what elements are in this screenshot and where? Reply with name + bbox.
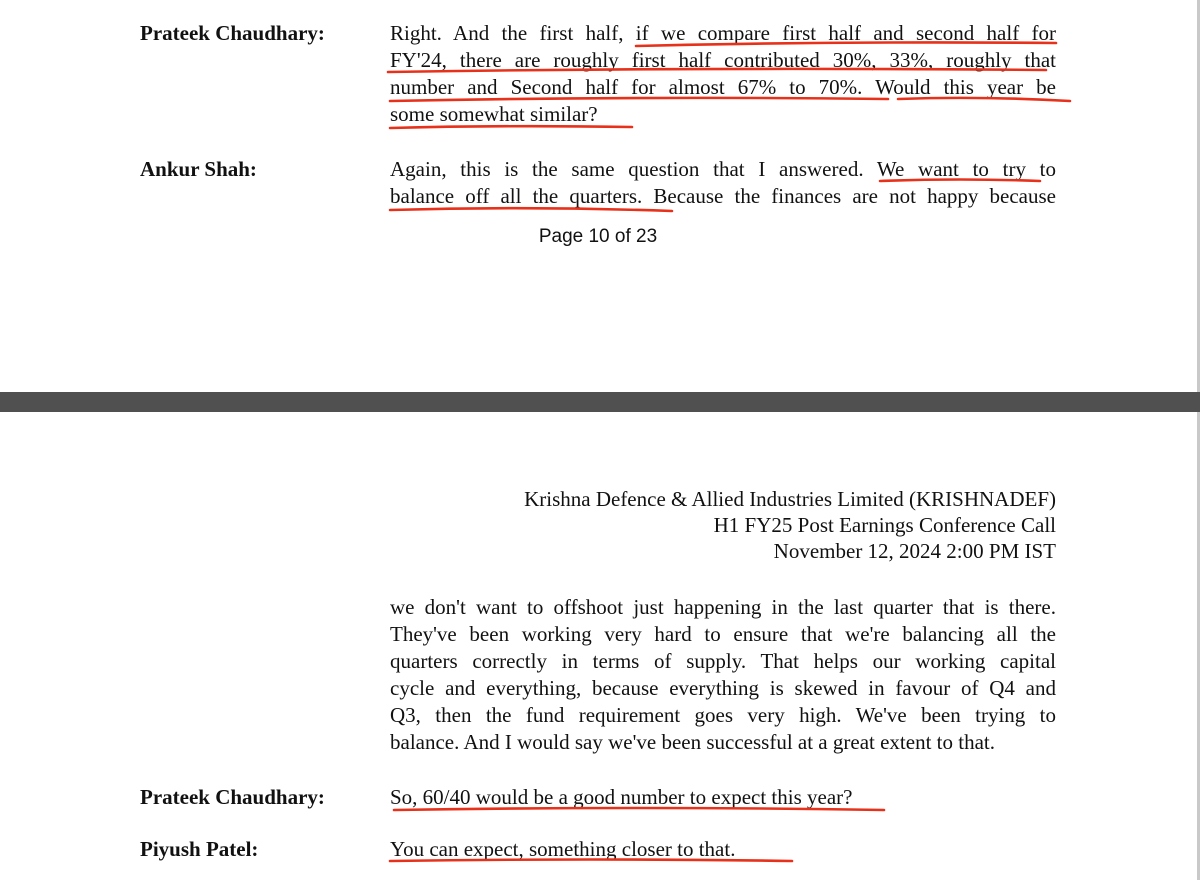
text-line: we don't want to offshoot just happening in the last quarter that is there. xyxy=(390,595,1056,619)
text-line: Q3, then the fund requirement goes very high. We've been trying to xyxy=(390,703,1056,727)
text-line: Again, this is the same question that I answered. We want to try to xyxy=(390,157,1056,181)
header-company: Krishna Defence & Allied Industries Limited (KRISHNADEF) xyxy=(524,487,1056,511)
speech-paragraph xyxy=(390,156,1056,210)
page-separator xyxy=(0,392,1200,412)
text-line: FY'24, there are roughly first half contributed 30%, 33%, roughly that xyxy=(390,48,1056,72)
text-line: some somewhat similar? xyxy=(390,102,598,126)
text-line: You can expect, something closer to that. xyxy=(390,837,736,861)
speech-paragraph xyxy=(390,836,1056,863)
text-line: Right. And the first half, if we compare first half and second half for xyxy=(390,21,1056,45)
document-page-top xyxy=(0,0,1200,392)
speaker-name: Prateek Chaudhary: xyxy=(140,21,325,45)
text-line: number and Second half for almost 67% to 70%. Would this year be xyxy=(390,75,1056,99)
text-line: cycle and everything, because everything is skewed in favour of Q4 and xyxy=(390,676,1056,700)
header-event: H1 FY25 Post Earnings Conference Call xyxy=(713,513,1056,537)
header-datetime: November 12, 2024 2:00 PM IST xyxy=(773,539,1056,563)
speech-paragraph xyxy=(390,784,1056,811)
speech-paragraph xyxy=(390,20,1056,128)
page-header xyxy=(524,486,1056,564)
continuation-paragraph xyxy=(390,594,1056,756)
text-line: balance off all the quarters. Because the finances are not happy because xyxy=(390,184,1056,208)
speaker-name: Piyush Patel: xyxy=(140,837,259,861)
text-line: So, 60/40 would be a good number to expect this year? xyxy=(390,785,853,809)
text-line: quarters correctly in terms of supply. That helps our working capital xyxy=(390,649,1056,673)
speaker-name: Ankur Shah: xyxy=(140,157,257,181)
page-number: Page 10 of 23 xyxy=(538,226,658,247)
text-line: balance. And I would say we've been successful at a great extent to that. xyxy=(390,730,995,754)
speaker-name: Prateek Chaudhary: xyxy=(140,785,325,809)
text-line: They've been working very hard to ensure that we're balancing all the xyxy=(390,622,1056,646)
